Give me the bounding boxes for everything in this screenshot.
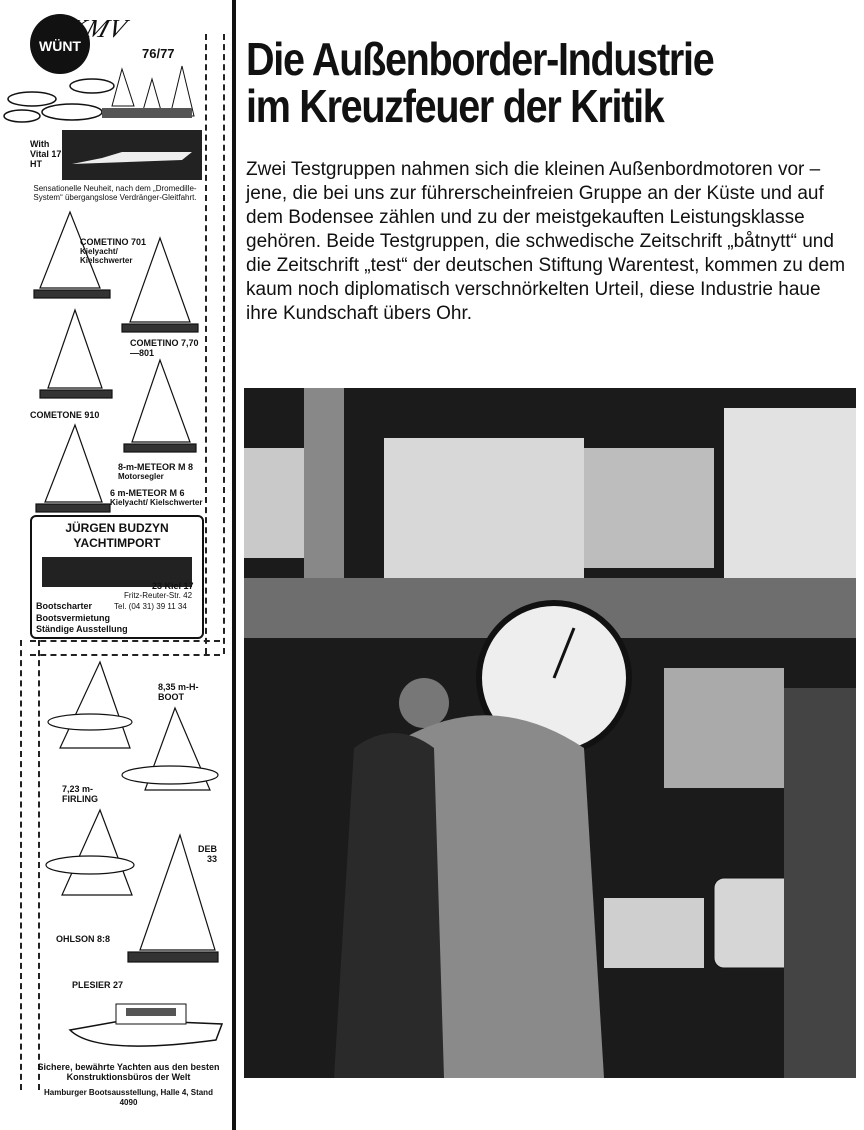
boats-illustration [2, 64, 202, 134]
logo-text: WÜNT [39, 38, 81, 54]
dealer-phone: Tel. (04 31) 39 11 34 [114, 602, 187, 611]
boat-sub: Kielyacht/ Kielschwerter [110, 498, 203, 507]
dealer-box [30, 515, 204, 639]
chain-border-left [20, 640, 40, 1090]
dealer-name [32, 521, 202, 551]
vital-boat-photo [62, 130, 202, 180]
boat-name: COMETINO 701 [80, 237, 147, 247]
boat-sub: Motorsegler [118, 472, 164, 481]
boat-name: 8-m-METEOR M 8 [118, 462, 194, 472]
year-label: 76/77 [142, 46, 175, 61]
boat-label-meteor-m6 [110, 488, 205, 507]
boat-label-firling: 7,23 m-FIRLING [62, 784, 98, 804]
dealer-street: Fritz-Reuter-Str. 42 [124, 591, 193, 600]
vital-label: With Vital 17 HT [30, 139, 62, 169]
motor-yacht-illustration [66, 990, 226, 1060]
dealer-service-rental: Bootsvermietung [36, 613, 111, 623]
boat-label-cometone-910: COMETONE 910 [30, 410, 100, 420]
boat-label-meteor-m8 [118, 462, 208, 481]
boat-label-cometino-770: COMETINO 7,70—801 [130, 338, 199, 358]
article-lead: Zwei Testgruppen nahmen sich die kleinen Außenbordmotoren vor – jene, die bei uns zur führerscheinfreien Gruppe an der Küste und auf dem Bodensee zählen und zu der meistgekauften Leistungsklasse gehören. Beide Testgruppen, die schwedische Zeitschrift „båtnytt“ und die Zeitschrift „test“ der deutschen Stiftung Warentest, kommen zu dem kaum noch diplomatisch verschnörkelten Urteil, diese Industrie haue ihre Kundschaft übers Ohr. [246, 159, 846, 324]
dealer-name-line1: JÜRGEN BUDZYN [65, 521, 169, 535]
dealer-service-exhibition: Ständige Ausstellung [36, 624, 128, 634]
boat-label-cometino-701 [80, 237, 170, 265]
dealer-service-charter: Bootscharter [36, 601, 93, 611]
chain-border-middle [30, 640, 220, 656]
headline-line2: im Kreuzfeuer der Kritik [246, 80, 664, 132]
headline-line1: Die Außenborder-Industrie [246, 33, 714, 85]
boat-label-deb-33: DEB 33 [197, 844, 217, 864]
workshop-photo [244, 388, 856, 1078]
expo-info: Hamburger Bootsausstellung, Halle 4, Stand 4090 [44, 1088, 213, 1107]
brand-name: KMV [63, 14, 131, 43]
motorboat-icon [62, 130, 202, 180]
lower-boats-illustration [40, 660, 220, 970]
boat-name: 6 m-METEOR M 6 [110, 488, 185, 498]
sidebar-advertisement [0, 0, 232, 1130]
dealer-city: 23 Kiel 17 [152, 581, 194, 591]
chain-border-right [205, 34, 225, 654]
article-headline [246, 33, 771, 132]
novelty-text: Sensationelle Neuheit, nach dem „Dromedille-System“ übergangslose Verdränger-Gleitfahrt. [33, 184, 197, 202]
boat-label-plesier: PLESIER 27 [72, 980, 124, 990]
boat-sub: Kielyacht/ Kielschwerter [80, 247, 133, 265]
column-divider [232, 0, 236, 1130]
sidebar-footer [36, 1062, 221, 1108]
dealer-name-line2: YACHTIMPORT [73, 536, 161, 550]
slogan: Sichere, bewährte Yachten aus den besten Konstruktionsbüros der Welt [37, 1062, 220, 1082]
workshop-scene [244, 388, 856, 1078]
boat-label-ohlson: OHLSON 8:8 [56, 934, 111, 944]
boat-label-h-boot: 8,35 m-H-BOOT [158, 682, 199, 702]
